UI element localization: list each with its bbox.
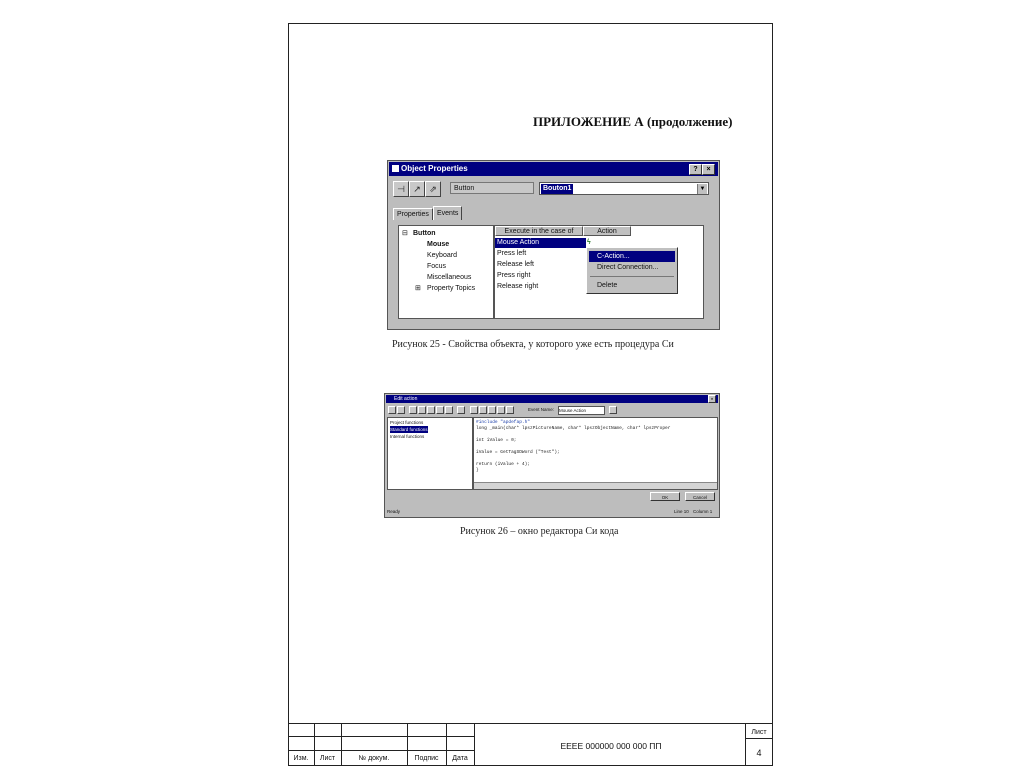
edit-action-screenshot bbox=[384, 393, 720, 518]
function-tree bbox=[387, 417, 473, 490]
column-list: Лист bbox=[319, 755, 336, 762]
menu-separator bbox=[590, 276, 674, 277]
object-properties-screenshot bbox=[387, 160, 720, 330]
window-icon bbox=[392, 165, 399, 172]
tree-item-keyboard[interactable]: Keyboard bbox=[427, 252, 457, 259]
tree-item-project-functions[interactable]: Project functions bbox=[390, 420, 424, 425]
code-line: long _main(char* lpszPictureName, char* lpszObjectName, char* lpszProper bbox=[476, 426, 671, 431]
expand-icon[interactable]: ⊞ bbox=[415, 285, 421, 292]
indent-icon[interactable] bbox=[457, 406, 465, 414]
cancel-button[interactable]: Cancel bbox=[685, 492, 715, 501]
event-tree bbox=[398, 225, 494, 319]
code-line: int iValue = 0; bbox=[476, 438, 517, 443]
code-editor[interactable] bbox=[473, 417, 718, 490]
connect-icon[interactable]: ↗ bbox=[409, 181, 425, 197]
divider bbox=[745, 738, 772, 739]
paste-icon[interactable] bbox=[427, 406, 435, 414]
tab-events[interactable]: Events bbox=[433, 206, 462, 220]
lightning-icon: ϟ bbox=[587, 239, 591, 246]
trigger-icon[interactable] bbox=[609, 406, 617, 414]
help-icon[interactable] bbox=[506, 406, 514, 414]
pin-icon[interactable]: ⊣ bbox=[393, 181, 409, 197]
code-line: iValue = GetTagSDWord ("Test"); bbox=[476, 450, 560, 455]
appendix-heading: ПРИЛОЖЕНИЕ А (продолжение) bbox=[533, 114, 733, 129]
column-date: Дата bbox=[452, 755, 468, 762]
compile-icon[interactable] bbox=[470, 406, 478, 414]
event-name-field[interactable]: Mouse Action bbox=[558, 406, 605, 415]
import-icon[interactable] bbox=[479, 406, 487, 414]
export-icon[interactable] bbox=[488, 406, 496, 414]
tree-item-internal-functions[interactable]: Internal functions bbox=[390, 434, 425, 439]
event-row-press-right[interactable]: Press right bbox=[497, 272, 531, 279]
code-line: } bbox=[476, 468, 479, 473]
copy-icon[interactable] bbox=[418, 406, 426, 414]
title-bar bbox=[389, 162, 718, 176]
copy-icon[interactable]: ⇗ bbox=[425, 181, 441, 197]
sheet-label: Лист bbox=[751, 729, 767, 736]
tree-item-mouse[interactable]: Mouse bbox=[427, 241, 450, 248]
info-icon[interactable] bbox=[497, 406, 505, 414]
status-line: Line 10 bbox=[674, 509, 689, 514]
status-text: Ready bbox=[387, 509, 401, 514]
event-row-release-right[interactable]: Release right bbox=[497, 283, 539, 290]
tree-item-miscellaneous[interactable]: Miscellaneous bbox=[427, 274, 472, 281]
event-row-press-left[interactable]: Press left bbox=[497, 250, 527, 257]
close-button[interactable]: × bbox=[708, 395, 716, 403]
divider bbox=[474, 724, 475, 766]
tree-item-focus[interactable]: Focus bbox=[427, 263, 447, 270]
tab-properties[interactable]: Properties bbox=[393, 208, 433, 220]
window-title: Edit action bbox=[394, 396, 418, 402]
divider bbox=[288, 750, 474, 751]
event-name-label: Event Name: bbox=[528, 407, 555, 412]
divider bbox=[288, 736, 474, 737]
figure-26-caption: Рисунок 26 – окно редактора Си кода bbox=[460, 526, 619, 537]
tree-root[interactable]: Button bbox=[413, 230, 436, 237]
sheet-number: 4 bbox=[756, 748, 762, 758]
code-line: #include "apdefap.h" bbox=[476, 420, 531, 425]
column-header-execute[interactable]: Execute in the case of bbox=[495, 226, 583, 236]
open-icon[interactable] bbox=[397, 406, 405, 414]
object-name-combo[interactable] bbox=[539, 182, 709, 195]
cut-icon[interactable] bbox=[409, 406, 417, 414]
context-menu bbox=[586, 247, 678, 294]
undo-icon[interactable] bbox=[436, 406, 444, 414]
object-name-value: Bouton1 bbox=[543, 185, 572, 192]
title-block bbox=[288, 723, 773, 766]
horizontal-scrollbar[interactable] bbox=[474, 482, 717, 489]
event-row-release-left[interactable]: Release left bbox=[497, 261, 534, 268]
event-row-mouse-action[interactable]: Mouse Action bbox=[495, 238, 586, 248]
status-column: Column 1 bbox=[693, 509, 713, 514]
chevron-down-icon[interactable]: ▼ bbox=[697, 184, 707, 194]
object-type-field: Button bbox=[450, 182, 534, 194]
new-icon[interactable] bbox=[388, 406, 396, 414]
column-izm: Изм. bbox=[293, 755, 309, 762]
title-bar bbox=[386, 395, 718, 403]
tree-item-property-topics[interactable]: Property Topics bbox=[427, 285, 476, 292]
help-button[interactable]: ? bbox=[689, 164, 702, 175]
document-designation: ЕЕЕЕ 000000 000 000 ПП bbox=[560, 741, 662, 751]
expand-icon[interactable]: ⊟ bbox=[402, 230, 408, 237]
column-signature: Подпис bbox=[414, 755, 439, 762]
tree-item-standard-functions[interactable]: Standard functions bbox=[390, 427, 428, 432]
menu-item-c-action[interactable]: C-Action... bbox=[589, 251, 675, 262]
column-doc-number: № докум. bbox=[358, 755, 390, 762]
redo-icon[interactable] bbox=[445, 406, 453, 414]
menu-item-delete[interactable]: Delete bbox=[597, 282, 618, 289]
ok-button[interactable]: OK bbox=[650, 492, 680, 501]
column-header-action[interactable]: Action bbox=[583, 226, 631, 236]
figure-25-caption: Рисунок 25 - Свойства объекта, у которого уже есть процедура Си bbox=[392, 339, 674, 350]
close-button[interactable]: × bbox=[702, 164, 715, 175]
menu-item-direct-connection[interactable]: Direct Connection... bbox=[597, 264, 659, 271]
code-line: return (iValue + 4); bbox=[476, 462, 531, 467]
window-title: Object Properties bbox=[401, 164, 468, 173]
